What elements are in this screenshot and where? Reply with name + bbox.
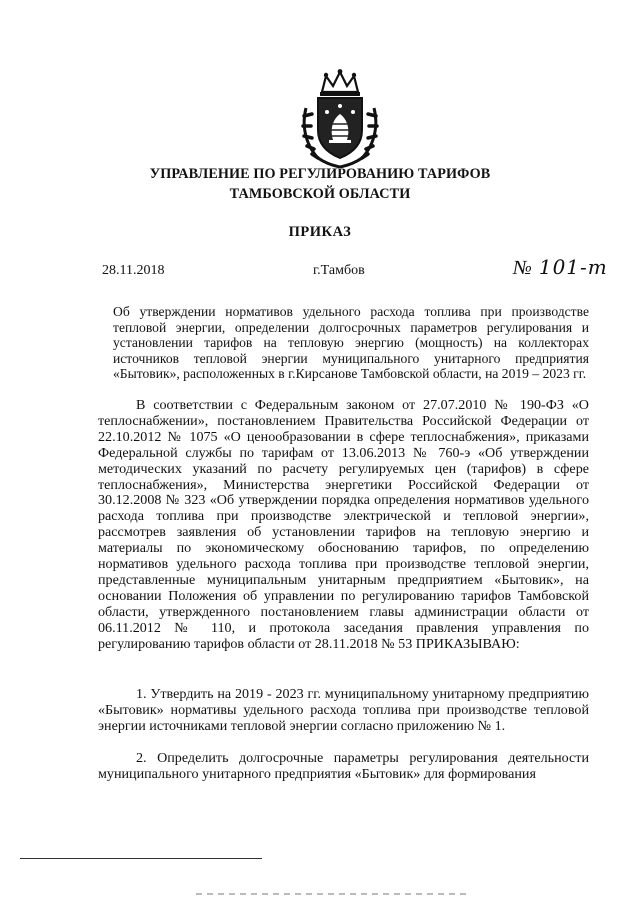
preamble-paragraph: В соответствии с Федеральным законом от 27.07.2010 № 190-ФЗ «О теплоснабжении», постановлением Правительства Российской Федерации от 22.10.2012 № 1075 «О ценообразовании в сфере теплоснабжения», приказами Федеральной службы по тарифам от 13.06.2013 № 760-э «Об утверждении методических указаний по расчету регулируемых цен (тарифов) в сфере теплоснабжения», Министерства энергетики Российской Федерации от 30.12.2008 № 323 «Об утверждении порядка определения нормативов удельного расхода топлива при производстве электрической и тепловой энергии», рассмотрев заявления об установлении тарифов на тепловую энергию и материалы по экономическому обоснованию тарифов, по определению нормативов удельного расхода топлива при производстве тепловой энергии, представленные муниципальным унитарным предприятием «Бытовик», на основании Положения об управлении по регулированию тарифов Тамбовской области, утвержденного постановлением главы администрации области от 06.11.2012 № 110, и протокола заседания правления управления по регулированию тарифов области от 28.11.2018 № 53 ПРИКАЗЫВАЮ: — [98, 397, 589, 652]
tambov-coat-of-arms-icon — [300, 68, 380, 168]
clause-1-paragraph: 1. Утвердить на 2019 - 2023 гг. муниципальному унитарному предприятию «Бытовик» нормативы удельного расхода топлива при производстве тепловой энергии источниками тепловой энергии согласно приложению № 1. — [98, 686, 589, 734]
order-subject: Об утверждении нормативов удельного расхода топлива при производстве тепловой энергии, определении долгосрочных параметров регулирования и установлении тарифов на тепловую энергию (мощность) на коллекторах источников тепловой энергии муниципального унитарного предприятия «Бытовик», расположенных в г.Кирсанове Тамбовской области, на 2019 – 2023 гг. — [113, 304, 589, 382]
order-date: 28.11.2018 — [102, 263, 165, 278]
organization-name-line1: УПРАВЛЕНИЕ ПО РЕГУЛИРОВАНИЮ ТАРИФОВ — [149, 166, 491, 182]
footer-divider — [20, 858, 262, 859]
order-number-prefix: № — [513, 257, 533, 279]
clause-2-paragraph: 2. Определить долгосрочные параметры регулирования деятельности муниципального унитарного предприятия «Бытовик» для формирования — [98, 750, 589, 782]
order-number — [513, 255, 608, 280]
order-number-handwritten: 101-т — [538, 255, 608, 279]
order-city: г.Тамбов — [313, 263, 365, 278]
organization-name-line2: ТАМБОВСКОЙ ОБЛАСТИ — [229, 186, 411, 202]
scan-artifact-line — [196, 893, 466, 895]
document-type-title: ПРИКАЗ — [288, 224, 352, 240]
